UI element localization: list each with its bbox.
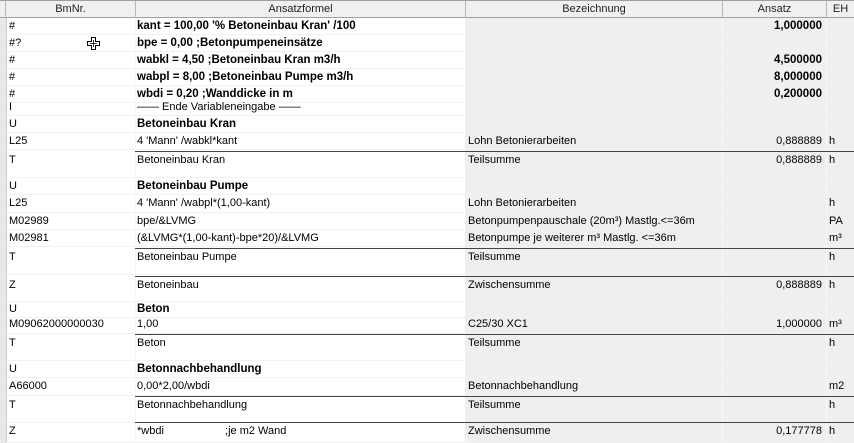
cell-bmnr[interactable]: L25 <box>9 135 28 147</box>
column-header-eh[interactable]: EH <box>832 3 849 15</box>
table-row[interactable] <box>0 276 854 302</box>
cell-eh[interactable]: h <box>829 154 836 166</box>
cell-ansatzformel[interactable]: bpe/&LVMG <box>137 215 197 227</box>
cell-ansatz[interactable]: 0,177778 <box>776 425 822 437</box>
cell-bezeichnung[interactable] <box>468 52 720 69</box>
cell-ansatzformel[interactable]: (&LVMG*(1,00-kant)-bpe*20)/&LVMG <box>137 232 319 244</box>
cell-bmnr[interactable]: # <box>9 88 16 100</box>
cell-ansatzformel[interactable]: wabpl = 8,00 ;Betoneinbau Pumpe m3/h <box>137 71 354 83</box>
cell-ansatz[interactable] <box>722 213 822 230</box>
cell-ansatz[interactable] <box>722 35 822 52</box>
cell-ansatzformel[interactable]: Betonnachbehandlung <box>137 363 262 375</box>
cell-eh[interactable] <box>829 178 854 195</box>
table-row[interactable] <box>0 213 854 230</box>
table-row[interactable] <box>0 69 854 86</box>
cell-bezeichnung[interactable] <box>468 116 720 133</box>
cell-ansatzformel[interactable]: Betoneinbau Pumpe <box>137 251 237 263</box>
cell-ansatz[interactable]: 0,200000 <box>774 88 822 100</box>
cell-bezeichnung[interactable] <box>468 178 720 195</box>
cell-eh[interactable] <box>829 361 854 378</box>
cell-eh[interactable]: h <box>829 197 836 209</box>
cell-bmnr[interactable]: M02989 <box>9 215 49 227</box>
cell-ansatz[interactable] <box>722 335 822 352</box>
cell-bezeichnung[interactable] <box>468 18 720 35</box>
table-row[interactable] <box>0 316 854 334</box>
table-row[interactable] <box>0 178 854 195</box>
column-header-ansatzformel[interactable]: Ansatzformel <box>136 1 466 18</box>
cell-bezeichnung[interactable]: Lohn Betonierarbeiten <box>468 197 577 209</box>
cell-bmnr[interactable]: # <box>9 71 16 83</box>
cell-bmnr[interactable]: T <box>9 337 16 349</box>
table-row[interactable] <box>0 361 854 378</box>
cell-ansatzformel[interactable]: 1,00 <box>137 318 159 330</box>
column-header-bmnr[interactable]: BmNr. <box>6 1 136 18</box>
cell-ansatzformel[interactable]: —— Ende Variableneingabe —— <box>137 101 301 113</box>
cell-ansatz[interactable] <box>722 230 822 247</box>
cell-eh[interactable]: h <box>829 337 836 349</box>
cell-ansatzformel[interactable]: Betonnachbehandlung <box>137 399 248 411</box>
cell-bmnr[interactable]: # <box>9 20 16 32</box>
cell-ansatz[interactable]: 8,000000 <box>774 71 822 83</box>
cell-ansatz[interactable]: 4,500000 <box>774 54 822 66</box>
cell-eh[interactable] <box>829 35 854 52</box>
cell-bezeichnung[interactable] <box>468 99 720 116</box>
table-row[interactable] <box>0 99 854 116</box>
table-row[interactable] <box>0 378 854 396</box>
cell-ansatz[interactable] <box>722 249 822 266</box>
cell-eh[interactable]: h <box>829 399 836 411</box>
cell-ansatzformel[interactable]: Betoneinbau <box>137 279 199 291</box>
cell-ansatz[interactable]: 1,000000 <box>774 20 822 32</box>
cell-eh[interactable]: PA <box>829 215 843 227</box>
table-row[interactable] <box>0 396 854 423</box>
cell-bezeichnung[interactable]: Teilsumme <box>468 399 521 411</box>
cell-ansatzformel[interactable]: Betoneinbau Kran <box>137 154 226 166</box>
cell-bezeichnung[interactable]: Teilsumme <box>468 337 521 349</box>
row-gridline <box>6 274 854 275</box>
table-row[interactable] <box>0 18 854 35</box>
cell-ansatz[interactable]: 0,888889 <box>776 154 822 166</box>
column-header-bar <box>0 0 854 18</box>
cell-ansatzformel[interactable]: 4 'Mann' /wabkl*kant <box>137 135 238 147</box>
cell-ansatz[interactable] <box>722 99 822 116</box>
cell-ansatz[interactable] <box>722 378 822 395</box>
table-row[interactable] <box>0 116 854 133</box>
cell-ansatzformel[interactable]: Beton <box>137 337 166 349</box>
cell-ansatz[interactable]: 1,000000 <box>776 318 822 330</box>
cell-ansatzformel[interactable]: Betoneinbau Pumpe <box>137 180 249 192</box>
cell-ansatzformel[interactable]: wbdi = 0,20 ;Wanddicke in m <box>137 88 293 100</box>
table-row[interactable] <box>0 52 854 69</box>
cell-bmnr[interactable]: T <box>9 154 16 166</box>
cell-bmnr[interactable]: I <box>9 101 13 113</box>
cell-bmnr[interactable]: M02981 <box>9 232 49 244</box>
cell-bmnr[interactable]: L25 <box>9 197 28 209</box>
cell-ansatzformel[interactable]: Beton <box>137 303 170 315</box>
cell-eh[interactable] <box>829 99 854 116</box>
cell-bezeichnung[interactable]: Betonnachbehandlung <box>468 380 579 392</box>
cell-ansatzformel[interactable]: *wbdi ;je m2 Wand <box>137 425 287 437</box>
cell-bezeichnung[interactable]: Betonpumpe je weiterer m³ Mastlg. <=36m <box>468 232 676 244</box>
cell-eh[interactable]: m2 <box>829 380 845 392</box>
cell-bmnr[interactable]: Z <box>9 425 16 437</box>
cell-eh[interactable]: m³ <box>829 318 842 330</box>
cell-bezeichnung[interactable]: Betonpumpenpauschale (20m³) Mastlg.<=36m <box>468 215 695 227</box>
cell-bmnr[interactable]: U <box>9 303 17 315</box>
cell-bmnr[interactable]: Z <box>9 279 16 291</box>
cell-eh[interactable] <box>829 52 854 69</box>
cell-eh[interactable]: h <box>829 135 836 147</box>
move-cursor-icon <box>87 37 100 50</box>
cell-bmnr[interactable]: T <box>9 251 16 263</box>
table-row[interactable] <box>0 195 854 213</box>
cell-eh[interactable]: m³ <box>829 232 842 244</box>
cell-ansatzformel[interactable]: kant = 100,00 '% Betoneinbau Kran' /100 <box>137 20 356 32</box>
table-row[interactable] <box>0 248 854 275</box>
cell-ansatzformel[interactable]: 0,00*2,00/wbdi <box>137 380 210 392</box>
column-header-bezeichnung[interactable]: Bezeichnung <box>466 1 723 18</box>
table-row[interactable] <box>0 35 854 52</box>
cell-bezeichnung[interactable] <box>468 35 720 52</box>
cell-bmnr[interactable]: U <box>9 118 17 130</box>
table-row[interactable] <box>0 334 854 361</box>
cell-ansatz[interactable] <box>722 178 822 195</box>
cell-bmnr[interactable]: A66000 <box>9 380 47 392</box>
table-row[interactable] <box>0 133 854 150</box>
cell-bmnr[interactable]: U <box>9 180 17 192</box>
cell-bmnr[interactable]: # <box>9 54 16 66</box>
cell-bmnr[interactable]: T <box>9 399 16 411</box>
cell-bezeichnung[interactable]: Teilsumme <box>468 154 521 166</box>
cell-ansatzformel[interactable]: 4 'Mann' /wabpl*(1,00-kant) <box>137 197 271 209</box>
cell-bezeichnung[interactable]: Zwischensumme <box>468 425 551 437</box>
cell-eh[interactable] <box>829 69 854 86</box>
cell-bezeichnung[interactable] <box>468 69 720 86</box>
cell-bmnr[interactable]: U <box>9 363 17 375</box>
table-row[interactable] <box>0 422 854 443</box>
cell-ansatzformel[interactable]: Betoneinbau Kran <box>137 118 237 130</box>
cell-ansatz[interactable] <box>722 116 822 133</box>
cell-ansatz[interactable] <box>722 195 822 212</box>
column-header-ansatz[interactable]: Ansatz <box>723 1 827 18</box>
cell-ansatzformel[interactable]: wabkl = 4,50 ;Betoneinbau Kran m3/h <box>137 54 341 66</box>
cell-ansatz[interactable]: 0,888889 <box>776 135 822 147</box>
cell-ansatz[interactable] <box>722 361 822 378</box>
cell-eh[interactable] <box>829 18 854 35</box>
cell-bezeichnung[interactable]: Teilsumme <box>468 251 521 263</box>
cell-ansatz[interactable]: 0,888889 <box>776 279 822 291</box>
table-row[interactable] <box>0 151 854 178</box>
cell-bezeichnung[interactable]: C25/30 XC1 <box>468 318 528 330</box>
cell-eh[interactable]: h <box>829 251 836 263</box>
cell-eh[interactable]: h <box>829 425 836 437</box>
cell-ansatz[interactable] <box>722 397 822 414</box>
cell-bmnr[interactable]: M09062000000030 <box>9 318 104 330</box>
cell-bezeichnung[interactable]: Zwischensumme <box>468 279 551 291</box>
cell-ansatzformel[interactable]: bpe = 0,00 ;Betonpumpeneinsätze <box>137 37 323 49</box>
table-row[interactable] <box>0 230 854 247</box>
cell-eh[interactable] <box>829 116 854 133</box>
cell-eh[interactable]: h <box>829 279 836 291</box>
cell-bmnr[interactable]: #? <box>9 37 22 49</box>
cell-bezeichnung[interactable] <box>468 361 720 378</box>
cell-bezeichnung[interactable]: Lohn Betonierarbeiten <box>468 135 577 147</box>
